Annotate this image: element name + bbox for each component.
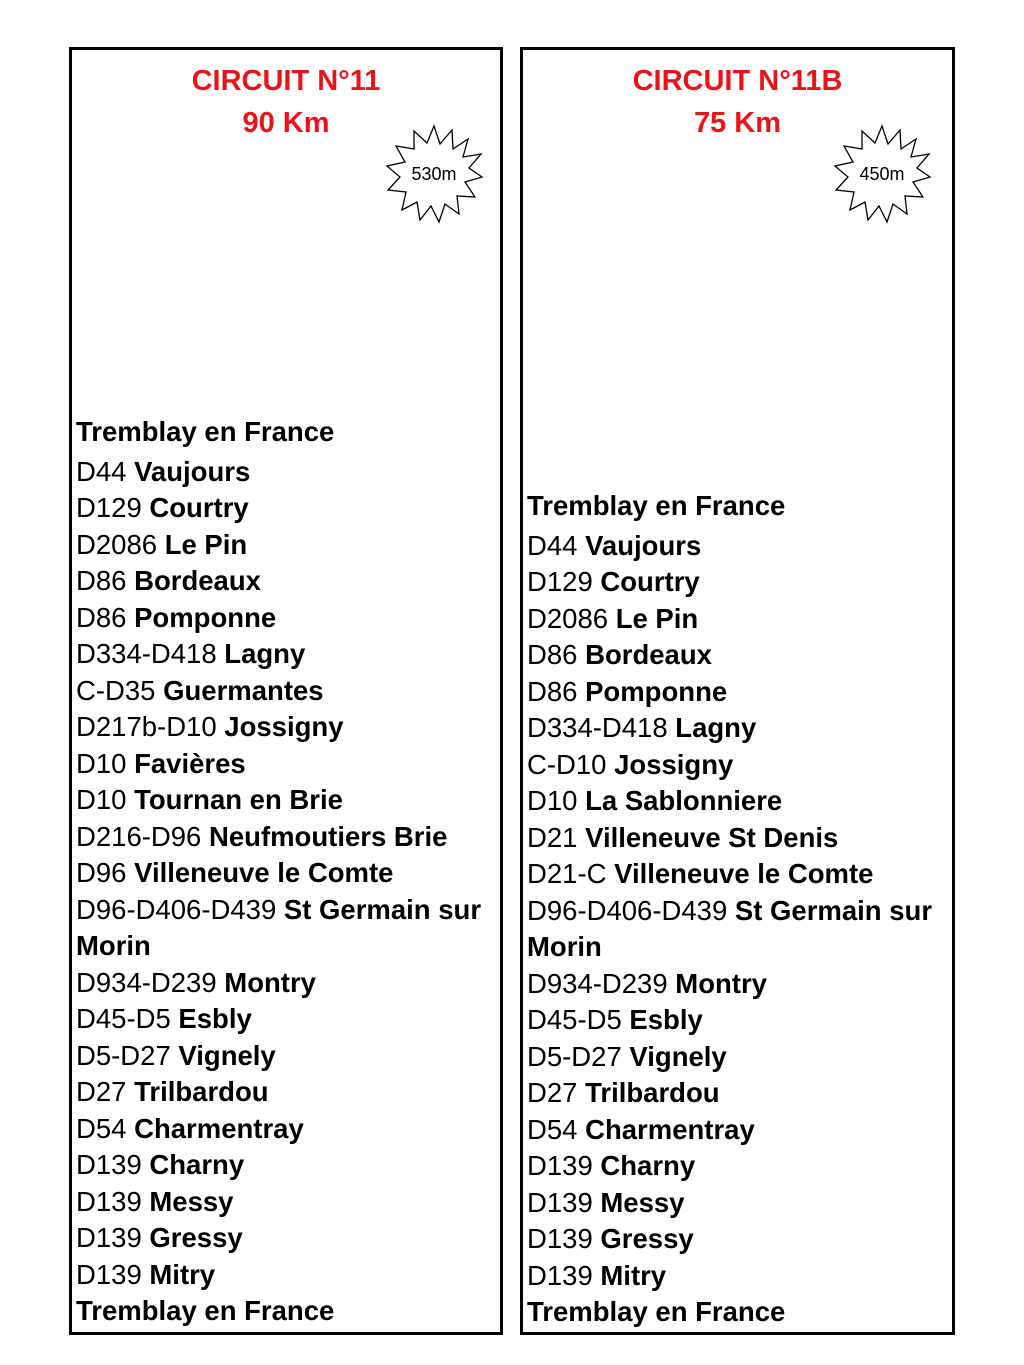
road-number: D54: [527, 1113, 578, 1145]
route-stop: [76, 819, 494, 856]
place-name: Favières: [134, 747, 246, 779]
route-stop: [527, 674, 946, 711]
route-stop: [527, 710, 946, 747]
route-stop: [76, 965, 494, 1002]
route-end: Tremblay en France: [527, 1296, 786, 1327]
place-name: Trilbardou: [585, 1077, 720, 1108]
place-name: Charny: [600, 1150, 696, 1181]
route-stop: [527, 1002, 946, 1039]
place-name: La Sablonniere: [585, 785, 783, 816]
road-number: D96-D406-D439: [527, 894, 728, 926]
route-stop: [76, 1074, 494, 1111]
road-number: D45-D5: [76, 1003, 171, 1034]
place-name: Le Pin: [164, 528, 248, 560]
route-stop: [527, 1112, 946, 1149]
road-number: D334-D418: [527, 712, 668, 743]
road-number: D5-D27: [76, 1039, 171, 1071]
road-number: D86: [527, 639, 578, 670]
route-stop: [527, 601, 946, 638]
route-stop: [76, 1257, 494, 1294]
road-number: D21: [527, 821, 578, 853]
route-stop: [76, 855, 494, 892]
place-name: Vaujours: [134, 455, 251, 487]
route-stop: [76, 673, 494, 710]
road-number: D54: [76, 1112, 127, 1144]
circuit-distance: 75 Km: [693, 107, 782, 139]
route-stop: [527, 1258, 946, 1295]
place-name: Jossigny: [224, 711, 344, 742]
route-stop: [527, 966, 946, 1003]
place-name: St Germain sur Morin: [76, 893, 482, 961]
road-number: D27: [527, 1077, 578, 1108]
route-start: Tremblay en France: [76, 416, 335, 447]
road-number: D2086: [76, 528, 158, 560]
place-name: Trilbardou: [134, 1076, 269, 1107]
elevation-badge: [832, 124, 932, 224]
road-number: C-D35: [76, 674, 156, 706]
place-name: Lagny: [224, 638, 306, 669]
route-stop: [76, 892, 494, 965]
place-name: Pomponne: [585, 675, 728, 707]
place-name: Vaujours: [585, 529, 702, 561]
place-name: Esbly: [629, 1004, 703, 1035]
place-name: Vignely: [629, 1040, 727, 1072]
road-number: D86: [527, 675, 578, 707]
circuit-name: CIRCUIT N°11: [191, 65, 381, 97]
place-name: Courtry: [600, 566, 700, 597]
route-stop: [76, 1038, 494, 1075]
route-stop: [76, 490, 494, 527]
road-number: D86: [76, 601, 127, 633]
route-stop: [76, 1001, 494, 1038]
road-number: D139: [76, 1185, 142, 1217]
road-number: D139: [527, 1259, 593, 1291]
place-name: Villeneuve le Comte: [134, 857, 394, 888]
place-name: Montry: [224, 966, 316, 998]
place-name: Charny: [149, 1149, 245, 1180]
road-number: D139: [76, 1258, 142, 1290]
route-stop: [76, 1184, 494, 1221]
road-number: C-D10: [527, 748, 607, 780]
place-name: St Germain sur Morin: [527, 894, 933, 962]
place-name: Mitry: [149, 1258, 216, 1290]
road-number: D334-D418: [76, 638, 217, 669]
route-stop: [76, 709, 494, 746]
road-number: D96-D406-D439: [76, 893, 277, 925]
route-stop: [527, 637, 946, 674]
route-stop: [527, 893, 946, 966]
route-stop: [76, 1111, 494, 1148]
place-name: Messy: [149, 1185, 234, 1217]
road-number: D45-D5: [527, 1004, 622, 1035]
road-number: D217b-D10: [76, 711, 217, 742]
place-name: Montry: [675, 967, 767, 999]
road-number: D2086: [527, 602, 609, 634]
route-stop: [76, 527, 494, 564]
route-stop: [76, 454, 494, 491]
route-start: Tremblay en France: [527, 490, 786, 521]
place-name: Esbly: [178, 1003, 252, 1034]
place-name: Bordeaux: [134, 565, 261, 596]
route-stop: [527, 783, 946, 820]
circuit-11-panel: [69, 47, 503, 1335]
road-number: D96: [76, 857, 127, 888]
route-stop: [527, 856, 946, 893]
place-name: Jossigny: [614, 748, 734, 780]
route-stop: [527, 1185, 946, 1222]
road-number: D139: [76, 1149, 142, 1180]
road-number: D139: [527, 1223, 593, 1254]
place-name: Pomponne: [134, 601, 277, 633]
route-stop: [76, 636, 494, 673]
road-number: D21-C: [527, 858, 607, 889]
elevation-label: 450m: [859, 164, 905, 184]
route-stop: [527, 528, 946, 565]
place-name: Neufmoutiers Brie: [209, 820, 448, 852]
place-name: Lagny: [675, 712, 757, 743]
road-number: D129: [76, 492, 142, 523]
road-number: D216-D96: [76, 820, 202, 852]
road-number: D934-D239: [527, 967, 668, 999]
road-number: D10: [76, 784, 127, 815]
route-list: [76, 414, 494, 1330]
place-name: Villeneuve St Denis: [585, 821, 839, 853]
elevation-label: 530m: [411, 164, 457, 184]
place-name: Mitry: [600, 1259, 667, 1291]
place-name: Charmentray: [585, 1113, 755, 1145]
route-stop: [527, 1039, 946, 1076]
road-number: D10: [76, 747, 127, 779]
route-stop: [76, 746, 494, 783]
route-stop: [76, 782, 494, 819]
circuit-distance: 90 Km: [242, 107, 330, 139]
place-name: Tournan en Brie: [134, 784, 343, 815]
place-name: Guermantes: [163, 674, 324, 706]
route-stop: [527, 1221, 946, 1258]
road-number: D44: [76, 455, 127, 487]
place-name: Charmentray: [134, 1112, 304, 1144]
circuit-name: CIRCUIT N°11B: [632, 65, 843, 97]
route-stop: [527, 564, 946, 601]
route-stop: [76, 600, 494, 637]
route-stop: [527, 820, 946, 857]
road-number: D86: [76, 565, 127, 596]
place-name: Le Pin: [615, 602, 699, 634]
route-stop: [76, 563, 494, 600]
place-name: Bordeaux: [585, 639, 712, 670]
elevation-badge: [384, 124, 484, 224]
route-stop: [76, 1147, 494, 1184]
road-number: D10: [527, 785, 578, 816]
route-stop: [527, 1075, 946, 1112]
route-stop: [527, 747, 946, 784]
circuit-11b-panel: [520, 47, 955, 1335]
route-end: Tremblay en France: [76, 1295, 335, 1326]
route-stop: [76, 1220, 494, 1257]
road-number: D5-D27: [527, 1040, 622, 1072]
route-stop: [527, 1148, 946, 1185]
road-number: D139: [76, 1222, 142, 1253]
place-name: Vignely: [178, 1039, 276, 1071]
place-name: Villeneuve le Comte: [614, 858, 874, 889]
place-name: Gressy: [149, 1222, 243, 1253]
road-number: D934-D239: [76, 966, 217, 998]
place-name: Gressy: [600, 1223, 694, 1254]
route-list: [527, 488, 946, 1331]
road-number: D129: [527, 566, 593, 597]
place-name: Messy: [600, 1186, 685, 1218]
place-name: Courtry: [149, 492, 249, 523]
road-number: D27: [76, 1076, 127, 1107]
road-number: D139: [527, 1150, 593, 1181]
road-number: D44: [527, 529, 578, 561]
road-number: D139: [527, 1186, 593, 1218]
